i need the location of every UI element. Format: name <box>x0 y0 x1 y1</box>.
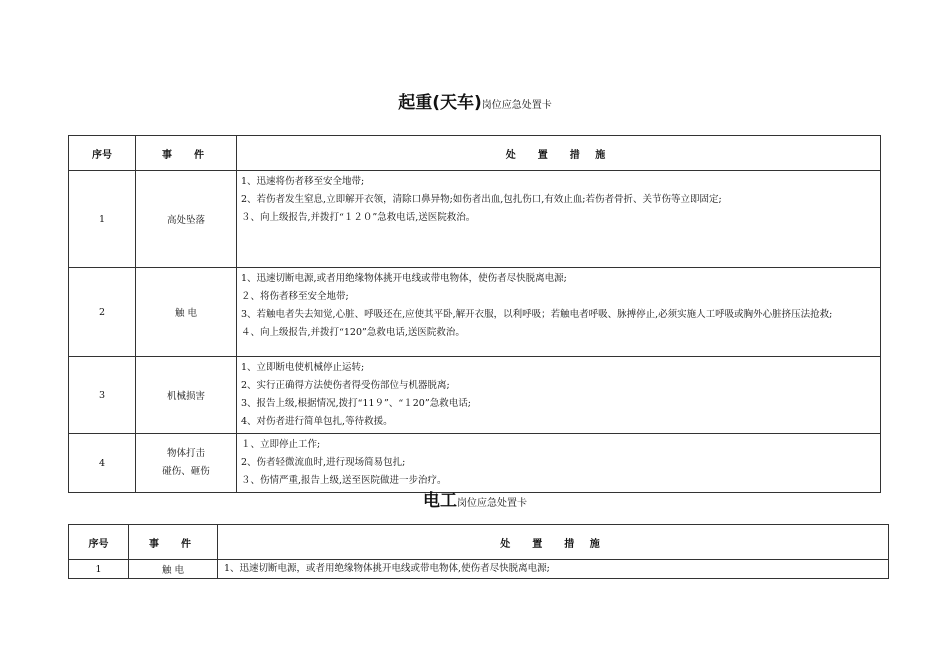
card2-header-row <box>69 525 889 560</box>
table-row <box>69 560 889 579</box>
header-measures: 处 置 措 施 <box>218 525 889 560</box>
row-no: 4 <box>69 434 136 493</box>
card2-title-sub: 岗位应急处置卡 <box>457 498 527 509</box>
card1-title-sub: 岗位应急处置卡 <box>481 100 552 111</box>
row-no: 1 <box>69 560 129 579</box>
row-no: 1 <box>69 171 136 268</box>
header-no: 序号 <box>69 525 129 560</box>
table-row <box>69 434 881 493</box>
card1-title <box>0 88 950 113</box>
header-no: 序号 <box>69 136 136 171</box>
row-measures: 1、立即断电使机械停止运转; 2、实行正确得方法使伤者得受伤部位与机器脱离; 3、报告上级,根据情况,拨打“11９”、“１20”急救电话; 4、对伤者进行简单包扎,等待救援。 <box>237 357 881 434</box>
card1-title-main: 起重(天车) <box>398 93 482 113</box>
row-event: 高处坠落 <box>136 171 237 268</box>
table-row <box>69 171 881 268</box>
row-measures: 1、迅速切断电源，或者用绝缘物体挑开电线或带电物体,使伤者尽快脱离电源; <box>218 560 889 579</box>
header-event: 事 件 <box>136 136 237 171</box>
card2-table <box>68 524 889 579</box>
row-no: 2 <box>69 268 136 357</box>
card2-title <box>0 486 950 511</box>
table-row <box>69 357 881 434</box>
header-event: 事 件 <box>129 525 218 560</box>
row-measures: １、立即停止工作; 2、伤者轻微流血时,进行现场简易包扎; ３、伤情严重,报告上级,送至医院做进一步治疗。 <box>237 434 881 493</box>
row-event: 触 电 <box>136 268 237 357</box>
card1-table <box>68 135 881 493</box>
row-event: 触 电 <box>129 560 218 579</box>
header-measures: 处 置 措 施 <box>237 136 881 171</box>
row-measures: 1、迅速将伤者移至安全地带; 2、若伤者发生窒息,立即解开衣领，清除口鼻异物;如伤者出血,包扎伤口,有效止血;若伤者骨折、关节伤等立即固定; ３、向上级报告,并拨打“１２０”急救电话,送医院救治。 <box>237 171 881 268</box>
table-row <box>69 268 881 357</box>
card1-header-row <box>69 136 881 171</box>
row-event: 机械损害 <box>136 357 237 434</box>
row-no: 3 <box>69 357 136 434</box>
card2-title-main: 电工 <box>423 491 457 511</box>
row-event: 物体打击 碰伤、砸伤 <box>136 434 237 493</box>
row-measures: 1、迅速切断电源,或者用绝缘物体挑开电线或带电物体，使伤者尽快脱离电源; ２、将伤者移至安全地带; 3、若触电者失去知觉,心脏、呼吸还在,应使其平卧,解开衣服，以利呼吸；若触电者呼吸、脉搏停止,必须实施人工呼吸或胸外心脏挤压法抢救; ４、向上级报告,并拨打“120”急救电话,送医院救治。 <box>237 268 881 357</box>
